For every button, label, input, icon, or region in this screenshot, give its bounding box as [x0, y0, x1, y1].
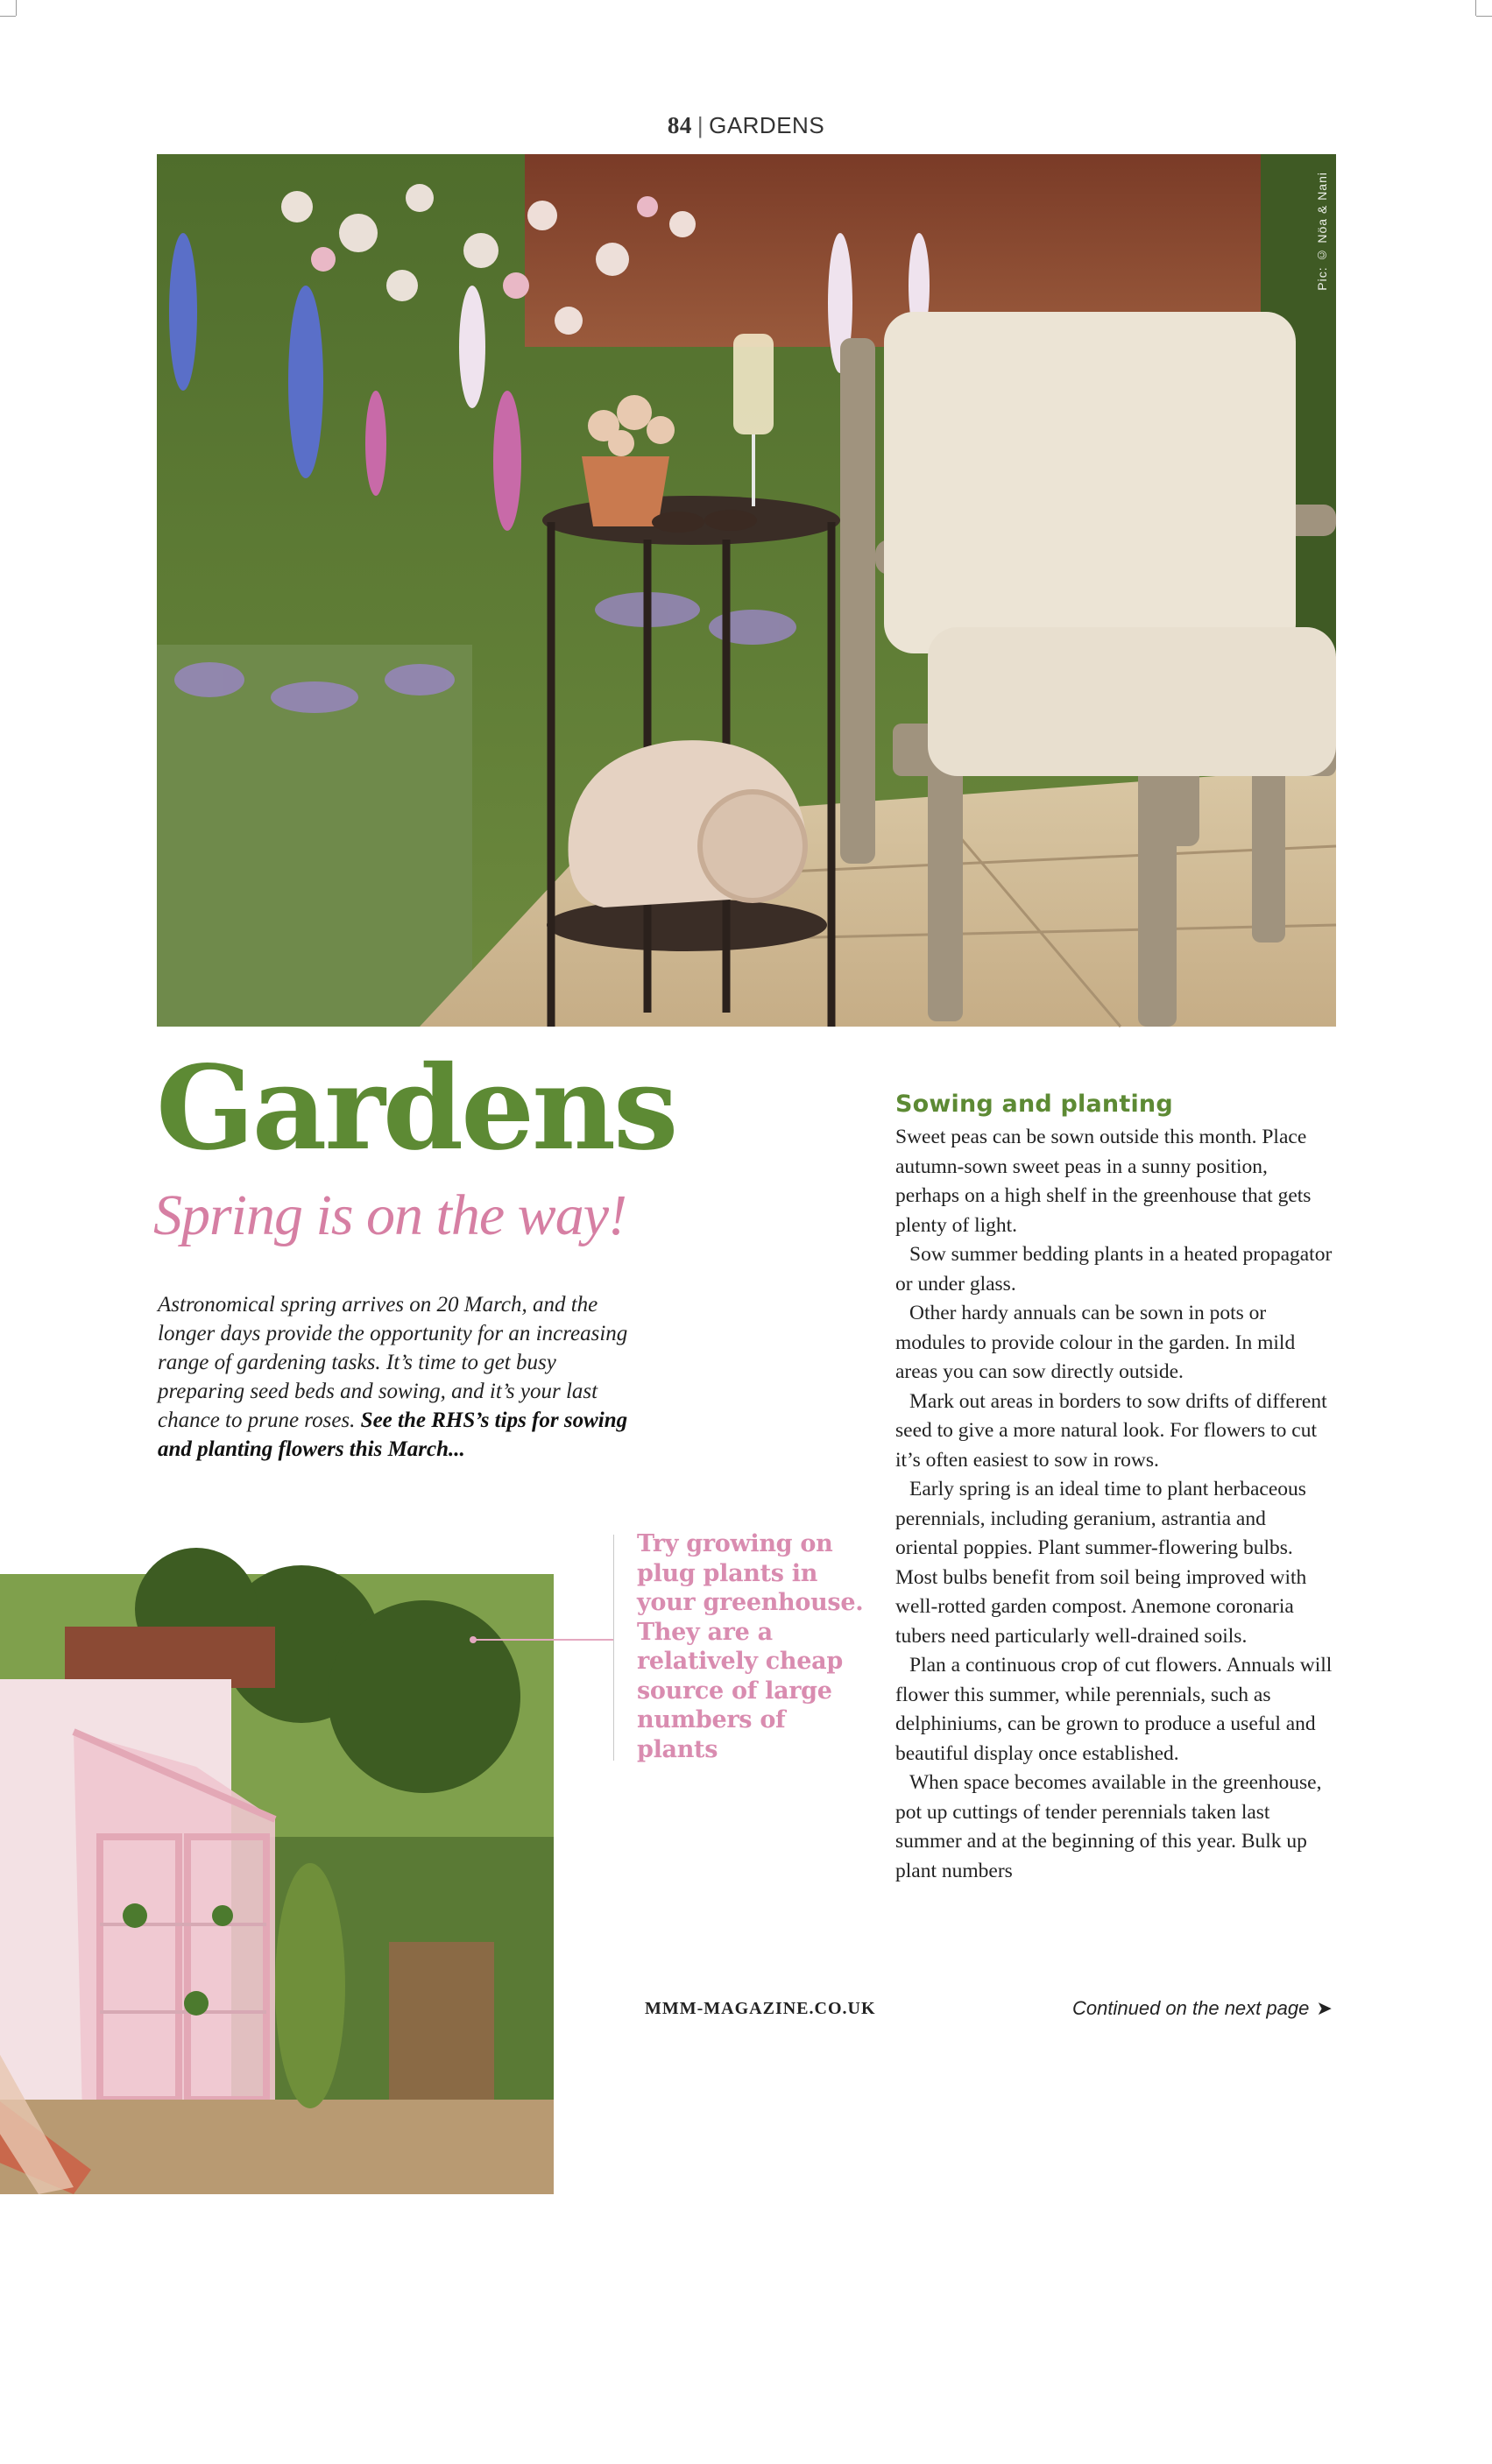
- article-intro: [158, 1290, 648, 1464]
- page-header: [0, 112, 1492, 139]
- crop-mark: [1475, 0, 1476, 16]
- garden-scene-illustration: [157, 154, 1336, 1027]
- greenhouse-scene-illustration: [0, 1574, 554, 2194]
- crop-mark: [16, 0, 17, 16]
- page-number: 84: [667, 112, 692, 138]
- inset-photo-credit: Pic: fo: [442, 2450, 476, 2464]
- header-separator: |: [697, 112, 704, 138]
- column-paragraph: Other hardy annuals can be sown in pots or modules to provide colour in the garden. In mild areas you can sow directly outside.: [895, 1302, 1296, 1383]
- crop-mark: [0, 16, 16, 17]
- column-heading: Sowing and planting: [895, 1091, 1173, 1118]
- crop-mark: [1476, 16, 1492, 17]
- pullquote-rule: [613, 1535, 614, 1761]
- pullquote: Try growing on plug plants in your greenhouse. They are a relatively cheap source of large numbers of plants: [637, 1530, 864, 1763]
- continued-text: Continued on the next page: [1072, 1997, 1310, 2019]
- section-title: GARDENS: [709, 112, 825, 138]
- column-paragraph: Early spring is an ideal time to plant herbaceous perennials, including geranium, astrantia and oriental poppies. Plant summer-flowering bulbs. Most bulbs benefit from soil being improved with well-rotted garden compost. Anemone coronaria tubers need particularly well-drained soils.: [895, 1478, 1307, 1648]
- column-paragraph: When space becomes available in the greenhouse, pot up cuttings of tender perennials taken last summer and at the beginning of this year. Bulk up plant numbers: [895, 1771, 1322, 1882]
- column-paragraph: Mark out areas in borders to sow drifts of different seed to give a more natural look. For flowers to cut it’s often easiest to sow in rows.: [895, 1389, 1327, 1472]
- photo-credit: Pic: © Nöa & Nani: [1315, 172, 1329, 291]
- column-paragraph: Sweet peas can be sown outside this month. Place autumn-sown sweet peas in a sunny position, perhaps on a high shelf in the greenhouse that gets plenty of light.: [895, 1126, 1312, 1237]
- intro-bold-text: See the RHS’s tips for sowing and planting flowers this March...: [158, 1409, 628, 1461]
- pullquote-connector-line: [473, 1639, 613, 1641]
- greenhouse-photo: [0, 1574, 554, 2464]
- continued-notice: [1072, 1997, 1333, 2020]
- column-paragraph: Sow summer bedding plants in a heated propagator or under glass.: [895, 1243, 1333, 1296]
- article-headline: Gardens: [156, 1041, 676, 1176]
- column-paragraph: Plan a continuous crop of cut flowers. Annuals will flower this summer, while perennials, such as delphiniums, can be grown to produce a useful and beautiful display once established.: [895, 1654, 1333, 1765]
- article-subheadline: Spring is on the way!: [153, 1183, 626, 1247]
- intro-text: Astronomical spring arrives on 20 March, and the longer days provide the opportunity for an increasing range of gardening tasks. It’s time to get busy preparing seed beds and sowing, and it’s your last chance to prune roses.: [158, 1293, 628, 1432]
- sowing-column: [895, 1091, 1333, 1886]
- hero-photo: [157, 154, 1336, 1027]
- footer-website: MMM-MAGAZINE.CO.UK: [645, 1999, 876, 2018]
- arrow-right-icon: ➤: [1316, 1997, 1333, 2019]
